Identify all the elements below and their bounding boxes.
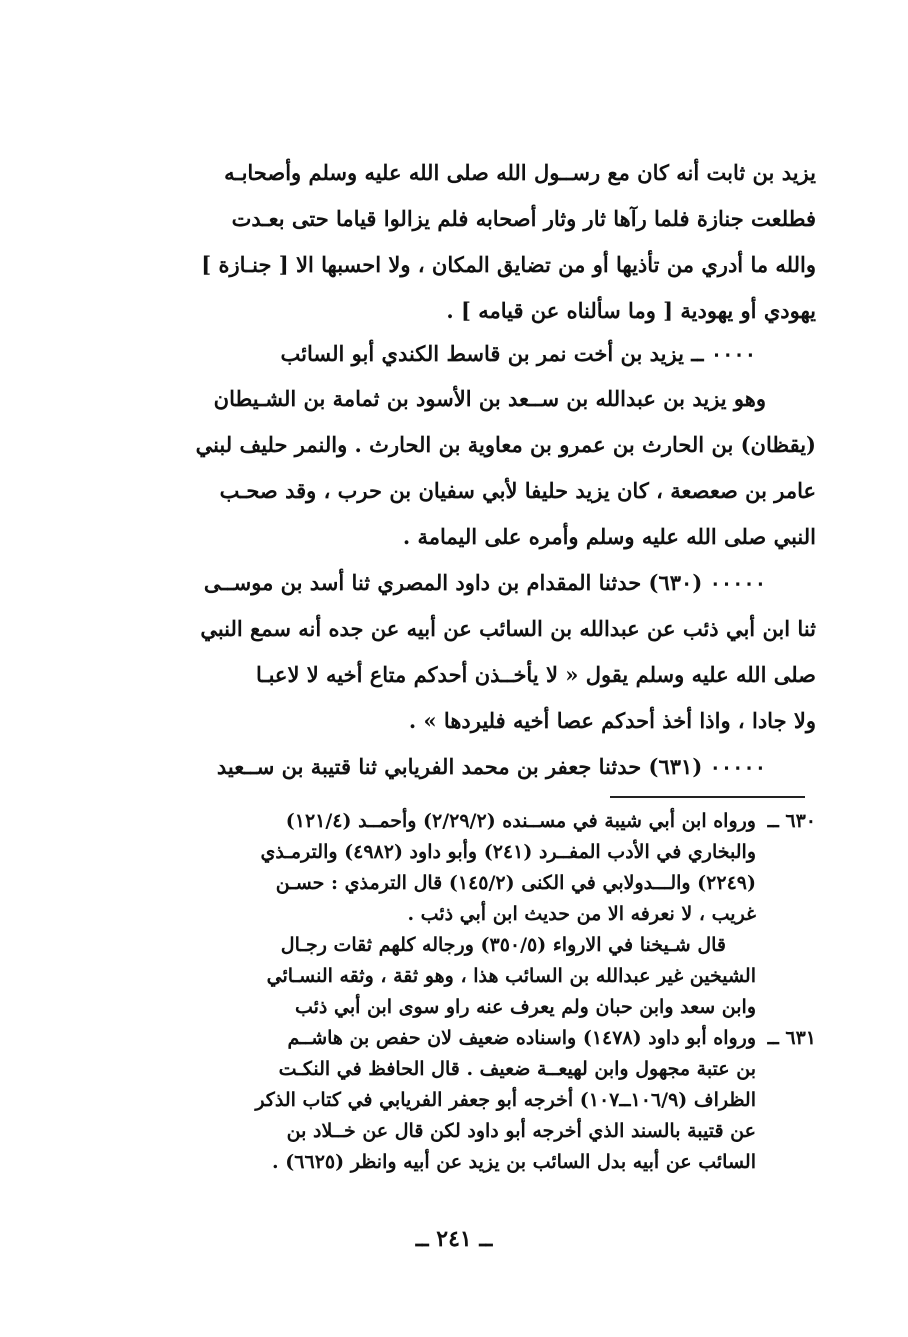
page-number: ــ ٢٤١ ــ — [415, 1226, 493, 1252]
footnote-body — [96, 1023, 756, 1178]
text-line: عامر بن صعصعة ، كان يزيد حليفا لأبي سفيان بن حرب ، وقد صحـب — [219, 478, 816, 503]
footnote-separator — [610, 796, 805, 798]
footnote-line: غريب ، لا نعرفه الا من حديث ابن أبي ذئب . — [407, 903, 756, 925]
footnote-line: السائب عن أبيه بدل السائب بن يزيد عن أبيه وانظر (٦٦٢٥) . — [272, 1151, 756, 1173]
hadith-line: ثنا ابن أبي ذئب عن عبدالله بن السائب عن أبيه عن جده أنه سمع النبي — [200, 616, 816, 641]
footnotes — [96, 806, 816, 1178]
footnote-line: عن قتيبة بالسند الذي أخرجه أبو داود لكن قال عن خــلاد بن — [286, 1120, 756, 1142]
footnote-631 — [96, 1023, 816, 1178]
text-line: النبي صلى الله عليه وسلم وأمره على اليمامة . — [402, 524, 816, 549]
footnote-line: الشيخين غير عبدالله بن السائب هذا ، وهو ثقة ، وثقه النسـائي — [266, 965, 756, 987]
footnote-number: ٦٣١ ــ — [767, 1027, 816, 1049]
footnote-number: ٦٣٠ ــ — [767, 810, 816, 832]
footnote-630 — [96, 806, 816, 1023]
text-line: (يقظان) بن الحارث بن عمرو بن معاوية بن الحارث . والنمر حليف لبني — [195, 432, 816, 457]
footnote-body — [96, 806, 756, 1023]
footnote-line: قال شـيخنا في الارواء (٣٥٠/٥) ورجاله كلهم ثقات رجـال — [280, 934, 726, 956]
text-line: والله ما أدري من تأذيها أو من تضايق المكان ، ولا احسبها الا [ جنـازة ] — [201, 252, 816, 277]
hadith-line: صلى الله عليه وسلم يقول « لا يأخــذن أحدكم متاع أخيه لا لاعبـا — [256, 662, 816, 687]
section-heading: ٠٠٠٠ ــ يزيد بن أخت نمر بن قاسط الكندي أبو السائب — [280, 341, 756, 366]
text-line: فطلعت جنازة فلما رآها ثار وثار أصحابه فلم يزالوا قياما حتى بعـدت — [231, 206, 816, 231]
main-text — [96, 150, 816, 790]
footnote-line: ورواه ابن أبي شيبة في مســنده (٢/٢٩/٢) وأحمــد (١٢١/٤) — [285, 810, 756, 832]
footnote-line: وابن سعد وابن حبان ولم يعرف عنه راو سوى ابن أبي ذئب — [294, 996, 756, 1018]
footnote-line: والبخاري في الأدب المفــرد (٢٤١) وأبو داود (٤٩٨٢) والترمـذي — [260, 841, 756, 863]
footnote-line: بن عتبة مجهول وابن لهيعــة ضعيف . قال الحافظ في النكـت — [278, 1058, 756, 1080]
footnote-line: (٢٢٤٩) والـــدولابي في الكنى (١٤٥/٢) قال الترمذي : حسـن — [275, 872, 756, 894]
footnote-line: ورواه أبو داود (١٤٧٨) واسناده ضعيف لان حفص بن هاشــم — [287, 1027, 756, 1049]
hadith-line: ٠٠٠٠٠ (٦٣٠) حدثنا المقدام بن داود المصري ثنا أسد بن موســى — [203, 570, 766, 595]
text-line: يهودي أو يهودية [ وما سألناه عن قيامه ] . — [446, 298, 816, 323]
hadith-line: ولا جادا ، واذا أخذ أحدكم عصا أخيه فليردها » . — [408, 708, 816, 733]
text-line: وهو يزيد بن عبدالله بن ســعد بن الأسود بن ثمامة بن الشـيطان — [213, 386, 766, 411]
text-line: يزيد بن ثابت أنه كان مع رســول الله صلى الله عليه وسلم وأصحابـه — [224, 160, 816, 185]
hadith-line: ٠٠٠٠٠ (٦٣١) حدثنا جعفر بن محمد الفريابي ثنا قتيبة بن ســعيد — [216, 754, 766, 779]
footnote-line: الظراف (١٠٦/٩ــ١٠٧) أخرجه أبو جعفر الفريابي في كتاب الذكر — [255, 1089, 756, 1111]
